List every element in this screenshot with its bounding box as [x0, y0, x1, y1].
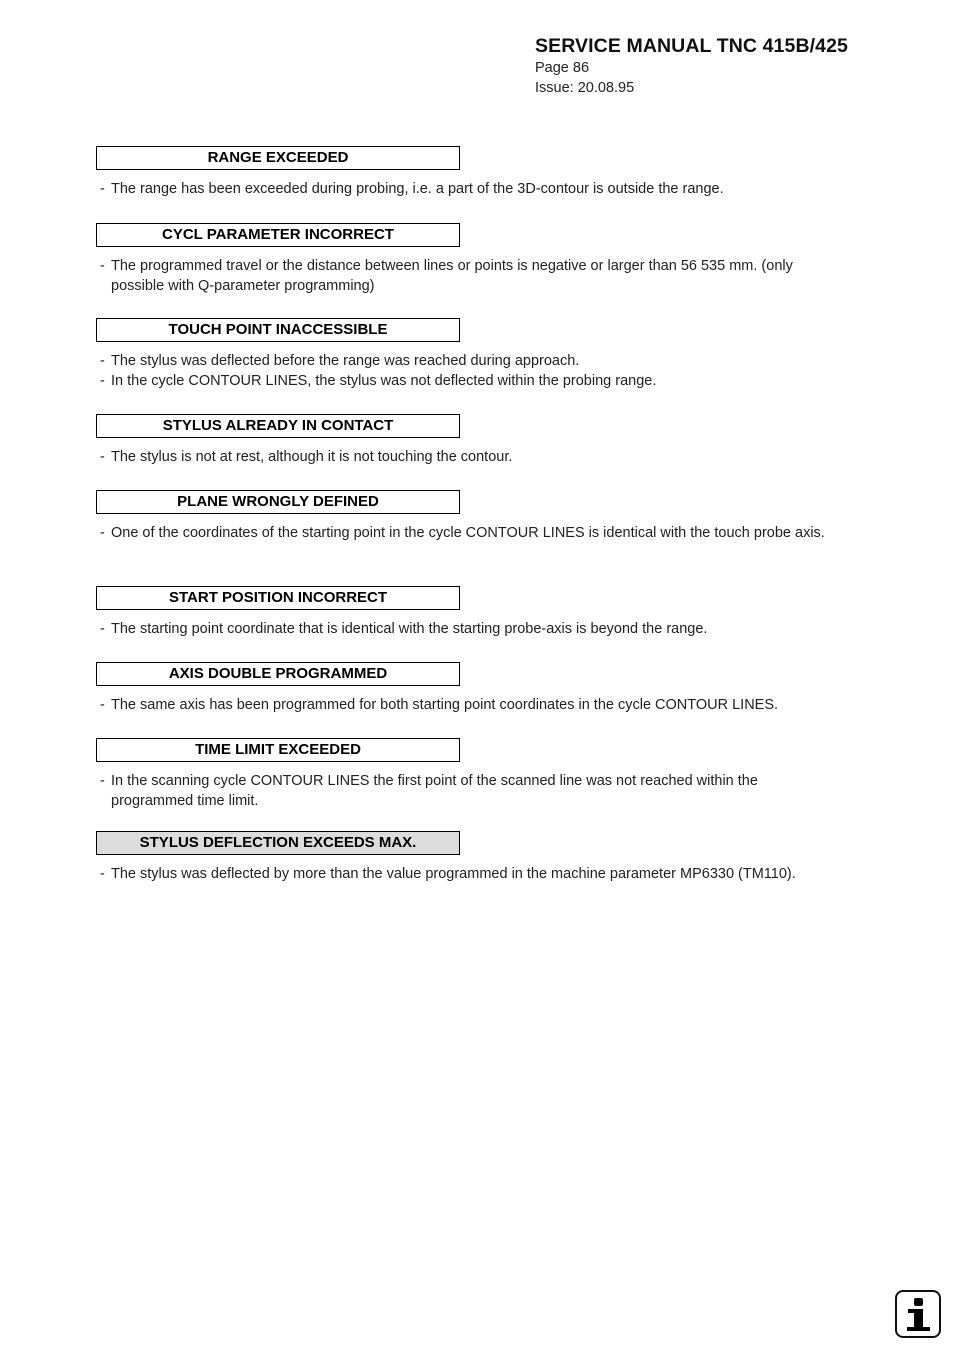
- error-section-time-limit-exceeded: [96, 738, 896, 811]
- error-heading: PLANE WRONGLY DEFINED: [96, 490, 460, 514]
- error-heading: RANGE EXCEEDED: [96, 146, 460, 170]
- error-description-list: [96, 352, 896, 391]
- issue-date: Issue: 20.08.95: [535, 80, 635, 96]
- error-description: - The stylus is not at rest, although it is not touching the contour.: [96, 448, 896, 468]
- error-heading: AXIS DOUBLE PROGRAMMED: [96, 662, 460, 686]
- error-description-list: [96, 257, 836, 296]
- error-description-list: [96, 180, 896, 200]
- error-description: - In the scanning cycle CONTOUR LINES the first point of the scanned line was not reached within the programmed time limit.: [96, 772, 841, 811]
- error-description: - The stylus was deflected by more than the value programmed in the machine parameter MP6330 (TM110).: [96, 865, 896, 885]
- error-section-range-exceeded: [96, 146, 896, 200]
- error-section-start-position-incorrect: [96, 586, 896, 640]
- error-description: - In the cycle CONTOUR LINES, the stylus was not deflected within the probing range.: [96, 372, 896, 392]
- error-description-list: [96, 620, 896, 640]
- error-heading: START POSITION INCORRECT: [96, 586, 460, 610]
- error-heading: CYCL PARAMETER INCORRECT: [96, 223, 460, 247]
- error-description: - The starting point coordinate that is identical with the starting probe-axis is beyond the range.: [96, 620, 896, 640]
- error-description: - The stylus was deflected before the range was reached during approach.: [96, 352, 896, 372]
- error-section-stylus-deflection-exceeds-max: [96, 831, 896, 885]
- error-description: - The range has been exceeded during probing, i.e. a part of the 3D-contour is outside the range.: [96, 180, 896, 200]
- error-description-list: [96, 448, 896, 468]
- page-number: Page 86: [535, 60, 590, 76]
- error-heading: TOUCH POINT INACCESSIBLE: [96, 318, 460, 342]
- error-heading: STYLUS DEFLECTION EXCEEDS MAX.: [96, 831, 460, 855]
- error-description-list: [96, 696, 896, 716]
- error-description: - The programmed travel or the distance between lines or points is negative or larger than 56 535 mm. (only possible with Q-parameter programming): [96, 257, 836, 296]
- info-icon: [895, 1290, 941, 1338]
- error-description-list: [96, 865, 896, 885]
- manual-title: SERVICE MANUAL TNC 415B/425: [535, 35, 848, 57]
- error-heading: TIME LIMIT EXCEEDED: [96, 738, 460, 762]
- error-description: - The same axis has been programmed for both starting point coordinates in the cycle CONTOUR LINES.: [96, 696, 896, 716]
- error-section-touch-point-inaccessible: [96, 318, 896, 391]
- error-section-axis-double-programmed: [96, 662, 896, 716]
- error-description: - One of the coordinates of the starting point in the cycle CONTOUR LINES is identical with the touch probe axis.: [96, 524, 836, 544]
- error-description-list: [96, 524, 836, 544]
- error-section-stylus-already-in-contact: [96, 414, 896, 468]
- error-description-list: [96, 772, 841, 811]
- error-section-cycl-parameter-incorrect: [96, 223, 896, 296]
- document-header: [535, 34, 848, 98]
- error-section-plane-wrongly-defined: [96, 490, 896, 544]
- error-heading: STYLUS ALREADY IN CONTACT: [96, 414, 460, 438]
